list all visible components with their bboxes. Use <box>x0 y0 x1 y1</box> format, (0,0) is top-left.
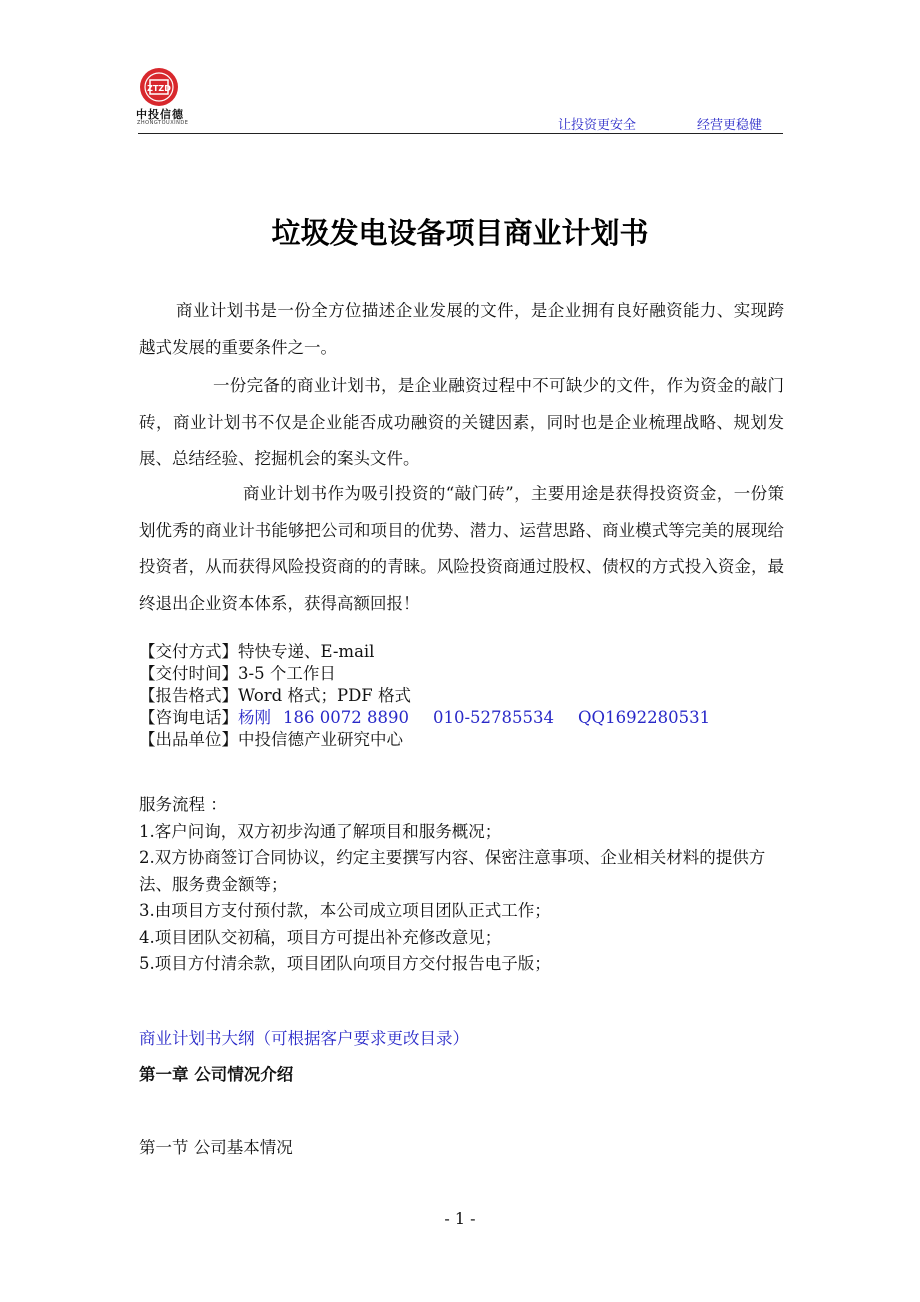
contact-name: 杨刚 <box>238 708 271 727</box>
header-divider <box>138 133 783 134</box>
info-delivery-method <box>139 641 710 663</box>
logo-emblem-icon <box>138 66 190 108</box>
section-heading: 第一节 公司基本情况 <box>139 1138 293 1157</box>
service-heading: 服务流程 ： <box>139 795 227 814</box>
info-contact <box>139 707 710 729</box>
logo-brand-name: 中投信德 <box>136 108 184 121</box>
info-label: 【咨询电话】 <box>139 708 238 727</box>
info-value: 特快专递、E-mail <box>238 642 375 661</box>
intro-paragraph-1: 商业计划书是一份全方位描述企业发展的文件，是企业拥有良好融资能力、实现跨越式发展的重要条件之一。 <box>139 301 784 357</box>
contact-mobile[interactable]: 186 0072 8890 <box>283 708 409 727</box>
info-value: Word 格式；PDF 格式 <box>238 686 411 705</box>
service-process <box>139 792 784 978</box>
logo-text: ZTZD <box>147 84 171 93</box>
intro-paragraph-2: 一份完备的商业计划书，是企业融资过程中不可缺少的文件，作为资金的敲门砖，商业计划书不仅是企业能否成功融资的关键因素，同时也是企业梳理战略、规划发展、总结经验、挖掘机会的案头文件。 <box>139 376 784 468</box>
contact-phone[interactable]: 010-52785534 <box>432 708 555 727</box>
info-delivery-time <box>139 663 710 685</box>
service-step: 2.双方协商签订合同协议，约定主要撰写内容、保密注意事项、企业相关材料的提供方法、服务费金额等； <box>139 848 766 894</box>
contact-qq[interactable]: QQ1692280531 <box>578 708 711 727</box>
header-slogan-right: 经营更稳健 <box>697 118 763 133</box>
logo-brand-subtitle: ZHONGTOUXINDE <box>137 120 189 126</box>
header-slogan-left: 让投资更安全 <box>558 118 637 133</box>
service-step: 4.项目团队交初稿，项目方可提出补充修改意见； <box>139 927 502 947</box>
info-publisher <box>139 729 710 751</box>
info-block <box>139 641 710 751</box>
page-number: - 1 - <box>444 1209 476 1228</box>
intro-paragraph-3: 商业计划书作为吸引投资的“敲门砖”，主要用途是获得投资资金，一份策划优秀的商业计书能够把公司和项目的优势、潜力、运营思路、商业模式等完美的展现给投资者，从而获得风险投资商的的青睐。风险投资商通过股权、债权的方式投入资金，最终退出企业资本体系，获得高额回报！ <box>139 484 784 613</box>
info-label: 【交付方式】 <box>139 642 238 661</box>
chapter-heading: 第一章 公司情况介绍 <box>139 1065 294 1084</box>
document-title: 垃圾发电设备项目商业计划书 <box>271 216 649 250</box>
outline-title: 商业计划书大纲（可根据客户要求更改目录） <box>139 1029 469 1048</box>
info-value: 3-5 个工作日 <box>238 664 336 683</box>
service-step: 5.项目方付清余款，项目团队向项目方交付报告电子版； <box>139 954 551 973</box>
info-label: 【出品单位】 <box>139 730 238 749</box>
service-step: 1.客户问询，双方初步沟通了解项目和服务概况； <box>139 821 502 841</box>
info-value: 中投信德产业研究中心 <box>238 730 403 749</box>
info-label: 【报告格式】 <box>139 686 238 705</box>
info-report-format <box>139 685 710 707</box>
info-label: 【交付时间】 <box>139 664 238 683</box>
service-step: 3.由项目方支付预付款，本公司成立项目团队正式工作； <box>139 901 551 920</box>
